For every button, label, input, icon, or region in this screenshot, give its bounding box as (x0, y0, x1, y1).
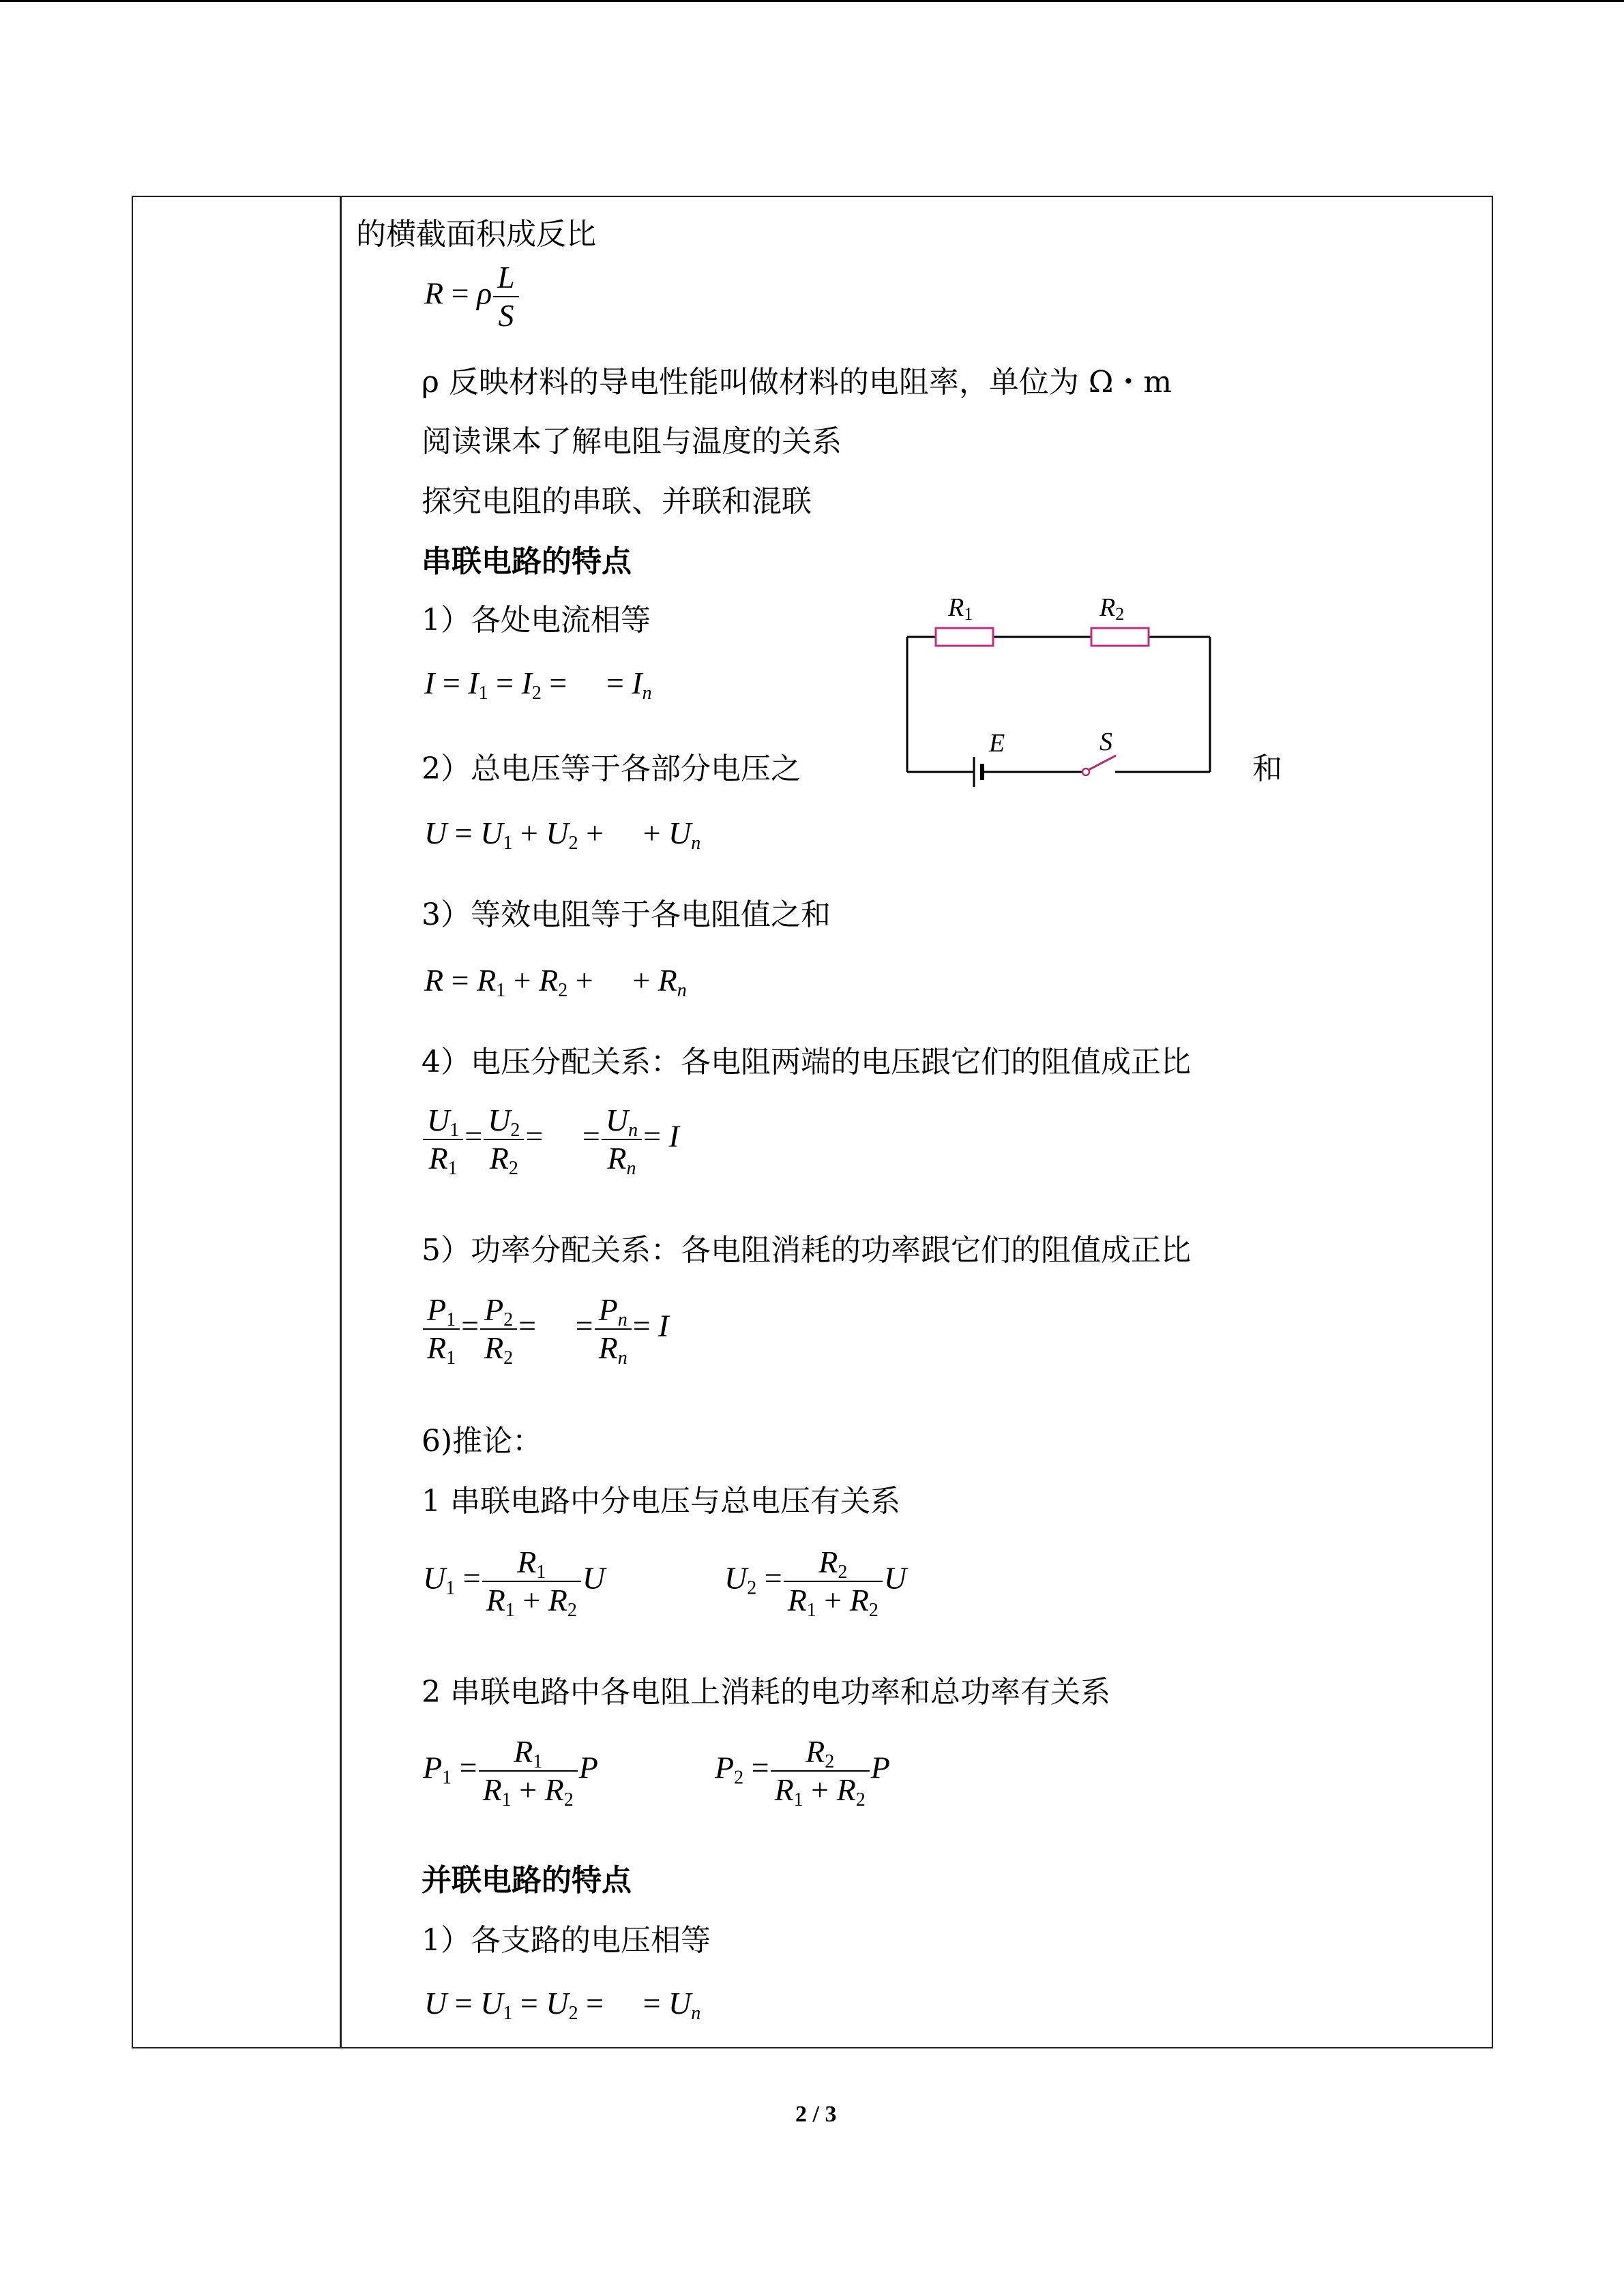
formula-voltage-equal: $U = U_1 = U_2$ = = $U_n$ (424, 1986, 701, 2024)
resistor-r2 (1091, 628, 1149, 646)
text-line: 和 (1252, 751, 1282, 786)
label-e: E (989, 729, 1005, 758)
text-line: 1 串联电路中分电压与总电压有关系 (422, 1484, 900, 1519)
section-heading-parallel: 并联电路的特点 (422, 1863, 632, 1898)
formula-p2-divider: $P_2$ = $\frac{R_2}{R_1 + R_2}$ P (715, 1734, 890, 1810)
text-line: 6)推论： (422, 1424, 543, 1459)
formula-voltage-sum: $U = U_1 + U_2$ + + $U_n$ (424, 816, 701, 854)
text-line: 探究电阻的串联、并联和混联 (422, 484, 812, 519)
formula-resistance-sum: $R = R_1 + R_2$ + + $R_n$ (424, 963, 687, 1001)
label-s: S (1099, 728, 1112, 756)
text-line: 4）电压分配关系：各电阻两端的电压跟它们的阻值成正比 (422, 1045, 1191, 1079)
text-line: 3）等效电阻等于各电阻值之和 (422, 897, 831, 932)
resistor-r1 (936, 628, 993, 646)
text-line: 2）总电压等于各部分电压之 (422, 751, 801, 786)
section-heading-series: 串联电路的特点 (422, 544, 632, 579)
switch-lever (1089, 756, 1116, 770)
formula-voltage-ratio: $\frac{U_1}{R_1}$ = $\frac{U_2}{R_2}$ = = $\frac{U_n}{R_n}$ = I (422, 1102, 679, 1177)
formula-power-ratio: $\frac{P_1}{R_1}$ = $\frac{P_2}{R_2}$ = = $\frac{P_n}{R_n}$ = I (422, 1292, 668, 1367)
text-line: 阅读课本了解电阻与温度的关系 (422, 424, 842, 459)
text-line: ρ 反映材料的导电性能叫做材料的电阻率，单位为 Ω・m (422, 365, 1172, 400)
top-border (0, 0, 1624, 2)
formula-p1-divider: $P_1$ = $\frac{R_1}{R_1 + R_2}$ P (423, 1734, 598, 1810)
formula-u1-divider: $U_1$ = $\frac{R_1}{R_1 + R_2}$ U (423, 1545, 606, 1621)
label-r2: R2 (1099, 593, 1125, 624)
formula-u2-divider: $U_2$ = $\frac{R_2}{R_1 + R_2}$ U (724, 1545, 907, 1621)
formula-resistivity: R = ρ $\frac{L}{S}$ (424, 259, 520, 334)
switch-pivot (1082, 769, 1089, 775)
table-column-divider (340, 196, 342, 2048)
series-circuit-diagram (887, 586, 1228, 791)
label-r1: R1 (948, 593, 973, 624)
text-line: 的横截面积成反比 (356, 217, 596, 252)
formula-current-equal: $I = I_1 = I_2$ = = $I_n$ (424, 666, 652, 704)
text-line: 5）功率分配关系：各电阻消耗的功率跟它们的阻值成正比 (422, 1233, 1191, 1268)
text-line: 2 串联电路中各电阻上消耗的电功率和总功率有关系 (422, 1675, 1110, 1710)
page-number: 2 / 3 (795, 2102, 837, 2127)
text-line: 1）各支路的电压相等 (422, 1923, 711, 1958)
text-line: 1）各处电流相等 (422, 603, 651, 638)
